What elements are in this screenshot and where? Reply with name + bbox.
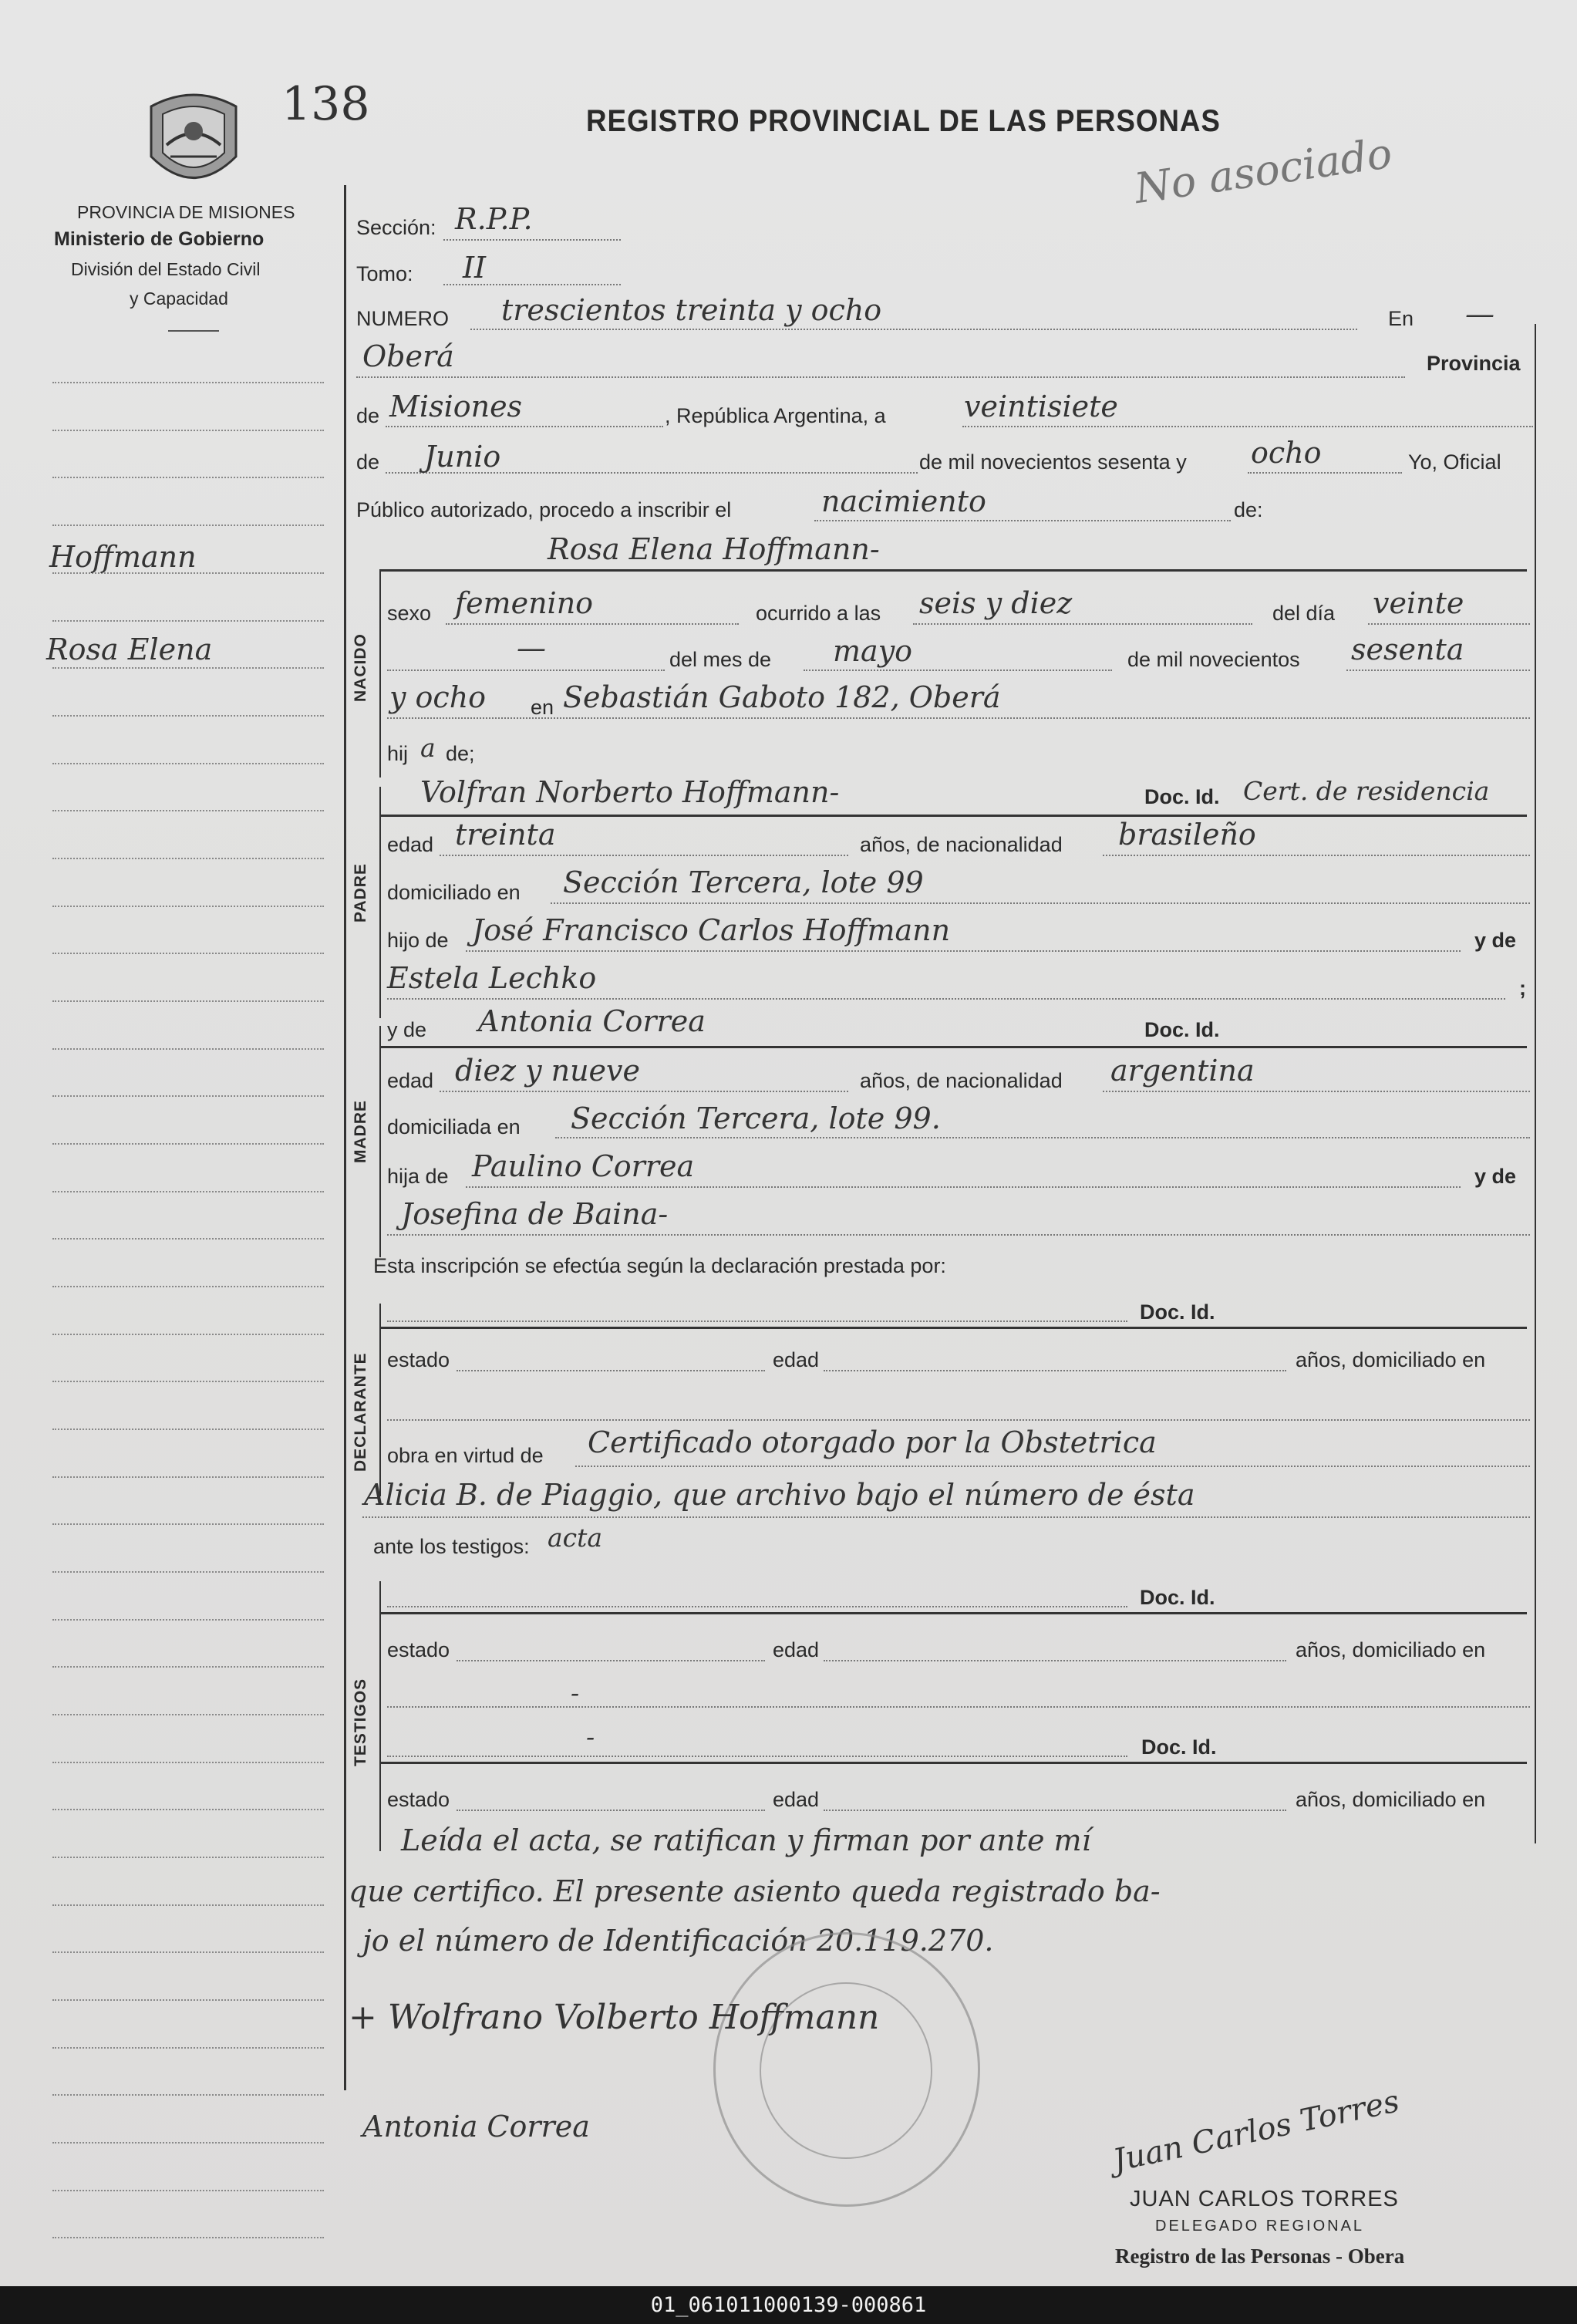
nacido-anio-b: y ocho bbox=[389, 680, 487, 714]
label-testigo1-anos: años, domiciliado en bbox=[1296, 1638, 1486, 1661]
label-declaracion: Esta inscripción se efectúa según la declaración prestada por: bbox=[373, 1254, 946, 1277]
nacido-anio-a: sesenta bbox=[1351, 632, 1464, 666]
signature-father: + Wolfrano Volberto Hoffmann bbox=[349, 1998, 880, 2037]
testigo-dash-1: - bbox=[571, 1678, 580, 1708]
label-hij-de: de; bbox=[446, 742, 475, 765]
value-numero: trescientos treinta y ocho bbox=[501, 293, 882, 327]
label-hij: hij bbox=[387, 742, 409, 765]
label-madre-y-de-2: y de bbox=[1474, 1165, 1517, 1188]
padre-doc: Cert. de residencia bbox=[1243, 776, 1490, 806]
label-semicolon: ; bbox=[1519, 976, 1526, 1000]
frame-left-border bbox=[344, 185, 346, 2090]
label-padre-dom: domiciliado en bbox=[387, 881, 521, 904]
nacido-hij-suffix: a bbox=[420, 733, 436, 763]
nacido-hora: seis y diez bbox=[919, 586, 1073, 620]
office-line-2: Ministerio de Gobierno bbox=[54, 228, 265, 250]
label-testigo2-anos: años, domiciliado en bbox=[1296, 1788, 1486, 1811]
value-acto: nacimiento bbox=[821, 484, 986, 518]
label-yo-oficial: Yo, Oficial bbox=[1408, 450, 1501, 474]
label-testigo1-estado: estado bbox=[387, 1638, 450, 1661]
label-de-2: de bbox=[356, 450, 380, 474]
padre-bracket bbox=[379, 787, 381, 1018]
divider bbox=[168, 330, 219, 332]
nacido-dia: veinte bbox=[1373, 586, 1464, 620]
declarante-bracket bbox=[379, 1304, 381, 1496]
label-testigo1-edad: edad bbox=[773, 1638, 820, 1661]
margin-surname: Hoffmann bbox=[49, 540, 197, 574]
padre-top-line bbox=[379, 815, 1527, 817]
label-del-dia: del día bbox=[1272, 602, 1336, 625]
label-declarante-doc: Doc. Id. bbox=[1140, 1300, 1215, 1324]
section-testigos: TESTIGOS bbox=[352, 1678, 369, 1766]
nacido-dia-cont: — bbox=[517, 631, 546, 665]
madre-edad: diez y nueve bbox=[455, 1054, 641, 1088]
label-testigos: ante los testigos: bbox=[373, 1535, 530, 1558]
padre-nacionalidad: brasileño bbox=[1118, 818, 1256, 852]
nacido-top-line bbox=[379, 569, 1527, 572]
madre-nacionalidad: argentina bbox=[1110, 1054, 1255, 1088]
nacido-lugar: Sebastián Gaboto 182, Oberá bbox=[563, 680, 1001, 714]
value-seccion: R.P.P. bbox=[455, 202, 533, 236]
label-testigo2-estado: estado bbox=[387, 1788, 450, 1811]
section-nacido: NACIDO bbox=[352, 633, 369, 702]
value-dia: veintisiete bbox=[964, 390, 1118, 423]
value-tomo: II bbox=[463, 251, 487, 285]
label-obra: obra en virtud de bbox=[387, 1444, 544, 1467]
signature-mother: Antonia Correa bbox=[362, 2110, 590, 2144]
label-declarante-edad: edad bbox=[773, 1348, 820, 1371]
label-padre-y-de: y de bbox=[1474, 929, 1517, 952]
label-del-mes: del mes de bbox=[669, 648, 772, 671]
page-number: 138 bbox=[281, 77, 370, 131]
label-testigo1-doc: Doc. Id. bbox=[1140, 1586, 1215, 1609]
nacido-mes: mayo bbox=[833, 634, 913, 668]
label-sexo: sexo bbox=[387, 602, 432, 625]
madre-nombre: Antonia Correa bbox=[478, 1004, 706, 1038]
padre-domicilio: Sección Tercera, lote 99 bbox=[563, 865, 924, 899]
closing-line-1: Leída el acta, se ratifican y firman por ante mí bbox=[401, 1823, 1091, 1857]
label-madre-y-de: y de bbox=[387, 1018, 427, 1041]
label-madre-dom: domiciliada en bbox=[387, 1115, 521, 1138]
testigos-acta: acta bbox=[548, 1523, 603, 1553]
footer-id: 01_061011000139-000861 bbox=[0, 2286, 1577, 2324]
margin-given-names: Rosa Elena bbox=[46, 632, 213, 666]
label-padre-doc: Doc. Id. bbox=[1144, 785, 1220, 808]
value-mes: Junio bbox=[424, 440, 501, 474]
label-padre-edad: edad bbox=[387, 833, 434, 856]
testigos-bracket bbox=[379, 1581, 381, 1851]
label-madre-nac: años, de nacionalidad bbox=[860, 1069, 1063, 1092]
label-madre-hija: hija de bbox=[387, 1165, 449, 1188]
label-padre-hijo: hijo de bbox=[387, 929, 449, 952]
section-madre: MADRE bbox=[352, 1100, 369, 1163]
label-declarante-anos: años, domiciliado en bbox=[1296, 1348, 1486, 1371]
madre-hija-de: Paulino Correa bbox=[472, 1149, 695, 1183]
padre-edad: treinta bbox=[455, 818, 556, 852]
official-name: JUAN CARLOS TORRES bbox=[1130, 2187, 1399, 2211]
closing-line-3: jo el número de Identificación 20.119.270. bbox=[362, 1924, 994, 1958]
office-line-4: y Capacidad bbox=[130, 288, 228, 309]
official-role: DELEGADO REGIONAL bbox=[1155, 2218, 1365, 2235]
nacido-nombre: Rosa Elena Hoffmann- bbox=[548, 532, 880, 566]
page-title: REGISTRO PROVINCIAL DE LAS PERSONAS bbox=[586, 104, 1221, 138]
office-line-3: División del Estado Civil bbox=[71, 259, 261, 279]
padre-hijo-de: José Francisco Carlos Hoffmann bbox=[472, 913, 951, 947]
value-en: — bbox=[1465, 297, 1494, 331]
province-emblem-icon bbox=[143, 83, 244, 199]
testigo2-line bbox=[379, 1762, 1527, 1764]
label-de: de bbox=[356, 404, 380, 427]
madre-bracket bbox=[379, 1026, 381, 1257]
closing-line-2: que certifico. El presente asiento queda registrado ba- bbox=[349, 1874, 1161, 1908]
label-tomo: Tomo: bbox=[356, 262, 413, 285]
madre-domicilio: Sección Tercera, lote 99. bbox=[571, 1101, 941, 1135]
label-republica: , República Argentina, a bbox=[665, 404, 886, 427]
label-padre-nac: años, de nacionalidad bbox=[860, 833, 1063, 856]
nacido-bracket bbox=[379, 569, 381, 777]
label-de-mil: de mil novecientos bbox=[1127, 648, 1300, 671]
label-publico: Público autorizado, procedo a inscribir el bbox=[356, 498, 732, 521]
annotation-stamp: No asociado bbox=[1131, 128, 1395, 214]
obra-line-2: Alicia B. de Piaggio, que archivo bajo el número de ésta bbox=[364, 1478, 1195, 1512]
label-testigo2-edad: edad bbox=[773, 1788, 820, 1811]
section-padre: PADRE bbox=[352, 863, 369, 923]
frame-right-border bbox=[1535, 324, 1536, 1843]
value-lugar: Oberá bbox=[362, 339, 454, 373]
madre-top-line bbox=[379, 1046, 1527, 1048]
label-seccion: Sección: bbox=[356, 216, 436, 239]
declarante-top-line bbox=[379, 1327, 1527, 1329]
testigo-dash-2: - bbox=[586, 1722, 595, 1752]
label-en-lugar: en bbox=[531, 696, 554, 719]
label-declarante-estado: estado bbox=[387, 1348, 450, 1371]
label-ocurrido: ocurrido a las bbox=[756, 602, 881, 625]
office-line-1: PROVINCIA DE MISIONES bbox=[77, 202, 295, 222]
madre-y-de: Josefina de Baina- bbox=[401, 1197, 669, 1231]
padre-y-de: Estela Lechko bbox=[387, 961, 597, 995]
label-de-colon: de: bbox=[1234, 498, 1263, 521]
signature-official: Juan Carlos Torres bbox=[1110, 2083, 1403, 2179]
label-en: En bbox=[1388, 307, 1414, 330]
obra-line-1: Certificado otorgado por la Obstetrica bbox=[588, 1425, 1157, 1459]
label-numero: NUMERO bbox=[356, 307, 449, 330]
official-office: Registro de las Personas - Obera bbox=[1115, 2245, 1405, 2268]
label-testigo2-doc: Doc. Id. bbox=[1141, 1735, 1217, 1759]
nacido-sexo: femenino bbox=[455, 586, 594, 620]
padre-nombre: Volfran Norberto Hoffmann- bbox=[420, 775, 840, 809]
label-madre-edad: edad bbox=[387, 1069, 434, 1092]
label-provincia: Provincia bbox=[1427, 352, 1521, 375]
section-declarante: DECLARANTE bbox=[352, 1352, 369, 1472]
value-provincia: Misiones bbox=[389, 390, 523, 423]
value-anio: ocho bbox=[1251, 436, 1322, 470]
label-de-mil-sesenta: de mil novecientos sesenta y bbox=[919, 450, 1187, 474]
testigo1-line bbox=[379, 1612, 1527, 1614]
label-madre-doc: Doc. Id. bbox=[1144, 1018, 1220, 1041]
